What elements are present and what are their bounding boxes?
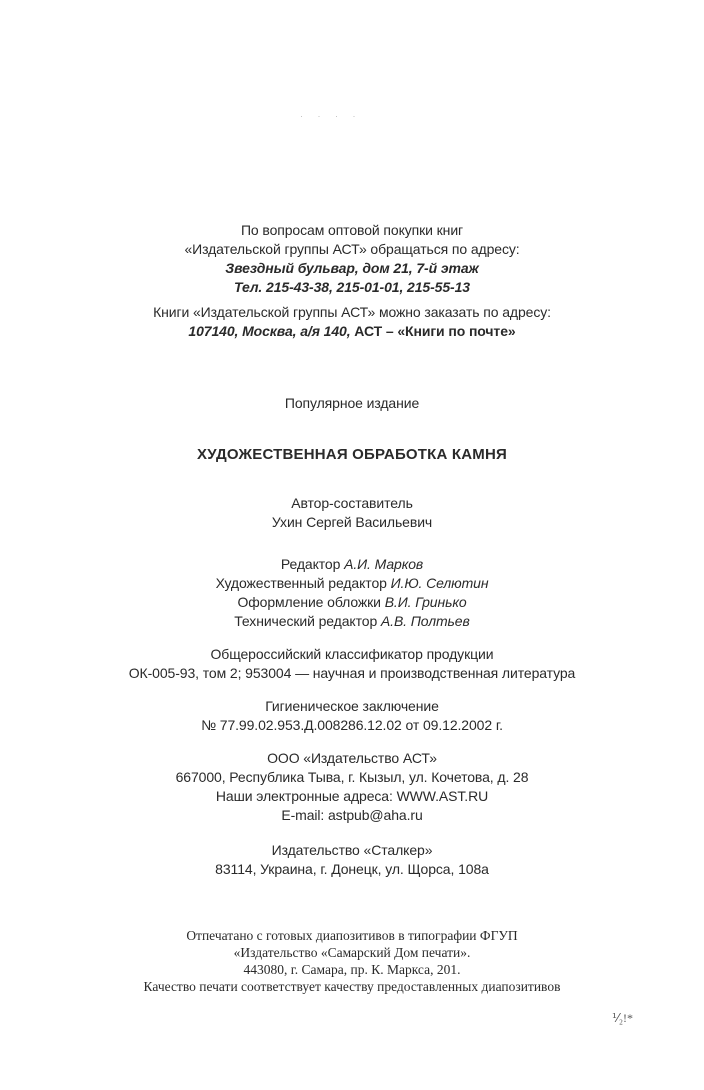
credit-name: И.Ю. Селютин (390, 575, 489, 591)
credit-tech-editor (0, 612, 704, 630)
publisher-stalker-address: 83114, Украина, г. Донецк, ул. Щорса, 108а (215, 861, 489, 877)
credit-name: В.И. Гринько (384, 594, 467, 610)
credit-editor (0, 555, 704, 573)
hygiene-line-1: Гигиеническое заключение (265, 698, 439, 714)
wholesale-address: Звездный бульвар, дом 21, 7-й этаж (225, 260, 479, 276)
classifier-line-1: Общероссийский классификатор продукции (210, 646, 494, 662)
order-mark: ⅟₂!* (612, 1011, 633, 1025)
wholesale-line-2: «Издательской группы АСТ» обращаться по адресу: (184, 241, 520, 257)
publisher-ast-web: Наши электронные адреса: WWW.AST.RU (215, 788, 489, 804)
credit-role: Оформление обложки (237, 594, 385, 610)
credit-art-editor (0, 574, 704, 592)
mail-order-address (0, 322, 704, 340)
credit-role: Технический редактор (234, 613, 381, 629)
publisher-ast-name: ООО «Издательство АСТ» (267, 750, 437, 766)
mail-order-address-bold: 107140, Москва, а/я 140, (188, 323, 351, 339)
printing-line-1: Отпечатано с готовых диапозитивов в типографии ФГУП (186, 928, 518, 943)
credit-name: А.И. Марков (344, 556, 424, 572)
publisher-ast-email: E-mail: astpub@aha.ru (281, 807, 423, 823)
printing-line-2: «Издательство «Самарский Дом печати». (233, 945, 471, 960)
scan-specks: · · · · (300, 111, 362, 121)
wholesale-phone: Тел. 215-43-38, 215-01-01, 215-55-13 (234, 279, 470, 295)
printing-line-4: Качество печати соответствует качеству предоставленных диапозитивов (143, 979, 561, 994)
publisher-stalker-name: Издательство «Сталкер» (271, 842, 433, 858)
mail-order-address-rest: АСТ – «Книги по почте» (350, 323, 516, 339)
edition-type: Популярное издание (284, 395, 420, 411)
mail-order-line-1: Книги «Издательской группы АСТ» можно заказать по адресу: (153, 304, 551, 320)
credit-role: Художественный редактор (215, 575, 391, 591)
printing-line-3: 443080, г. Самара, пр. К. Маркса, 201. (243, 962, 461, 977)
credit-name: А.В. Полтьев (380, 613, 470, 629)
book-title: ХУДОЖЕСТВЕННАЯ ОБРАБОТКА КАМНЯ (196, 446, 508, 463)
credit-role: Редактор (280, 556, 345, 572)
publisher-ast-address: 667000, Республика Тыва, г. Кызыл, ул. Кочетова, д. 28 (175, 769, 529, 785)
credit-cover (0, 593, 704, 611)
hygiene-line-2: № 77.99.02.953.Д.008286.12.02 от 09.12.2002 г. (201, 717, 503, 733)
classifier-line-2: ОК-005-93, том 2; 953004 — научная и производственная литература (128, 665, 576, 681)
wholesale-line-1: По вопросам оптовой покупки книг (240, 222, 464, 238)
author-role: Автор-составитель (291, 495, 413, 511)
author-name: Ухин Сергей Васильевич (271, 514, 433, 530)
